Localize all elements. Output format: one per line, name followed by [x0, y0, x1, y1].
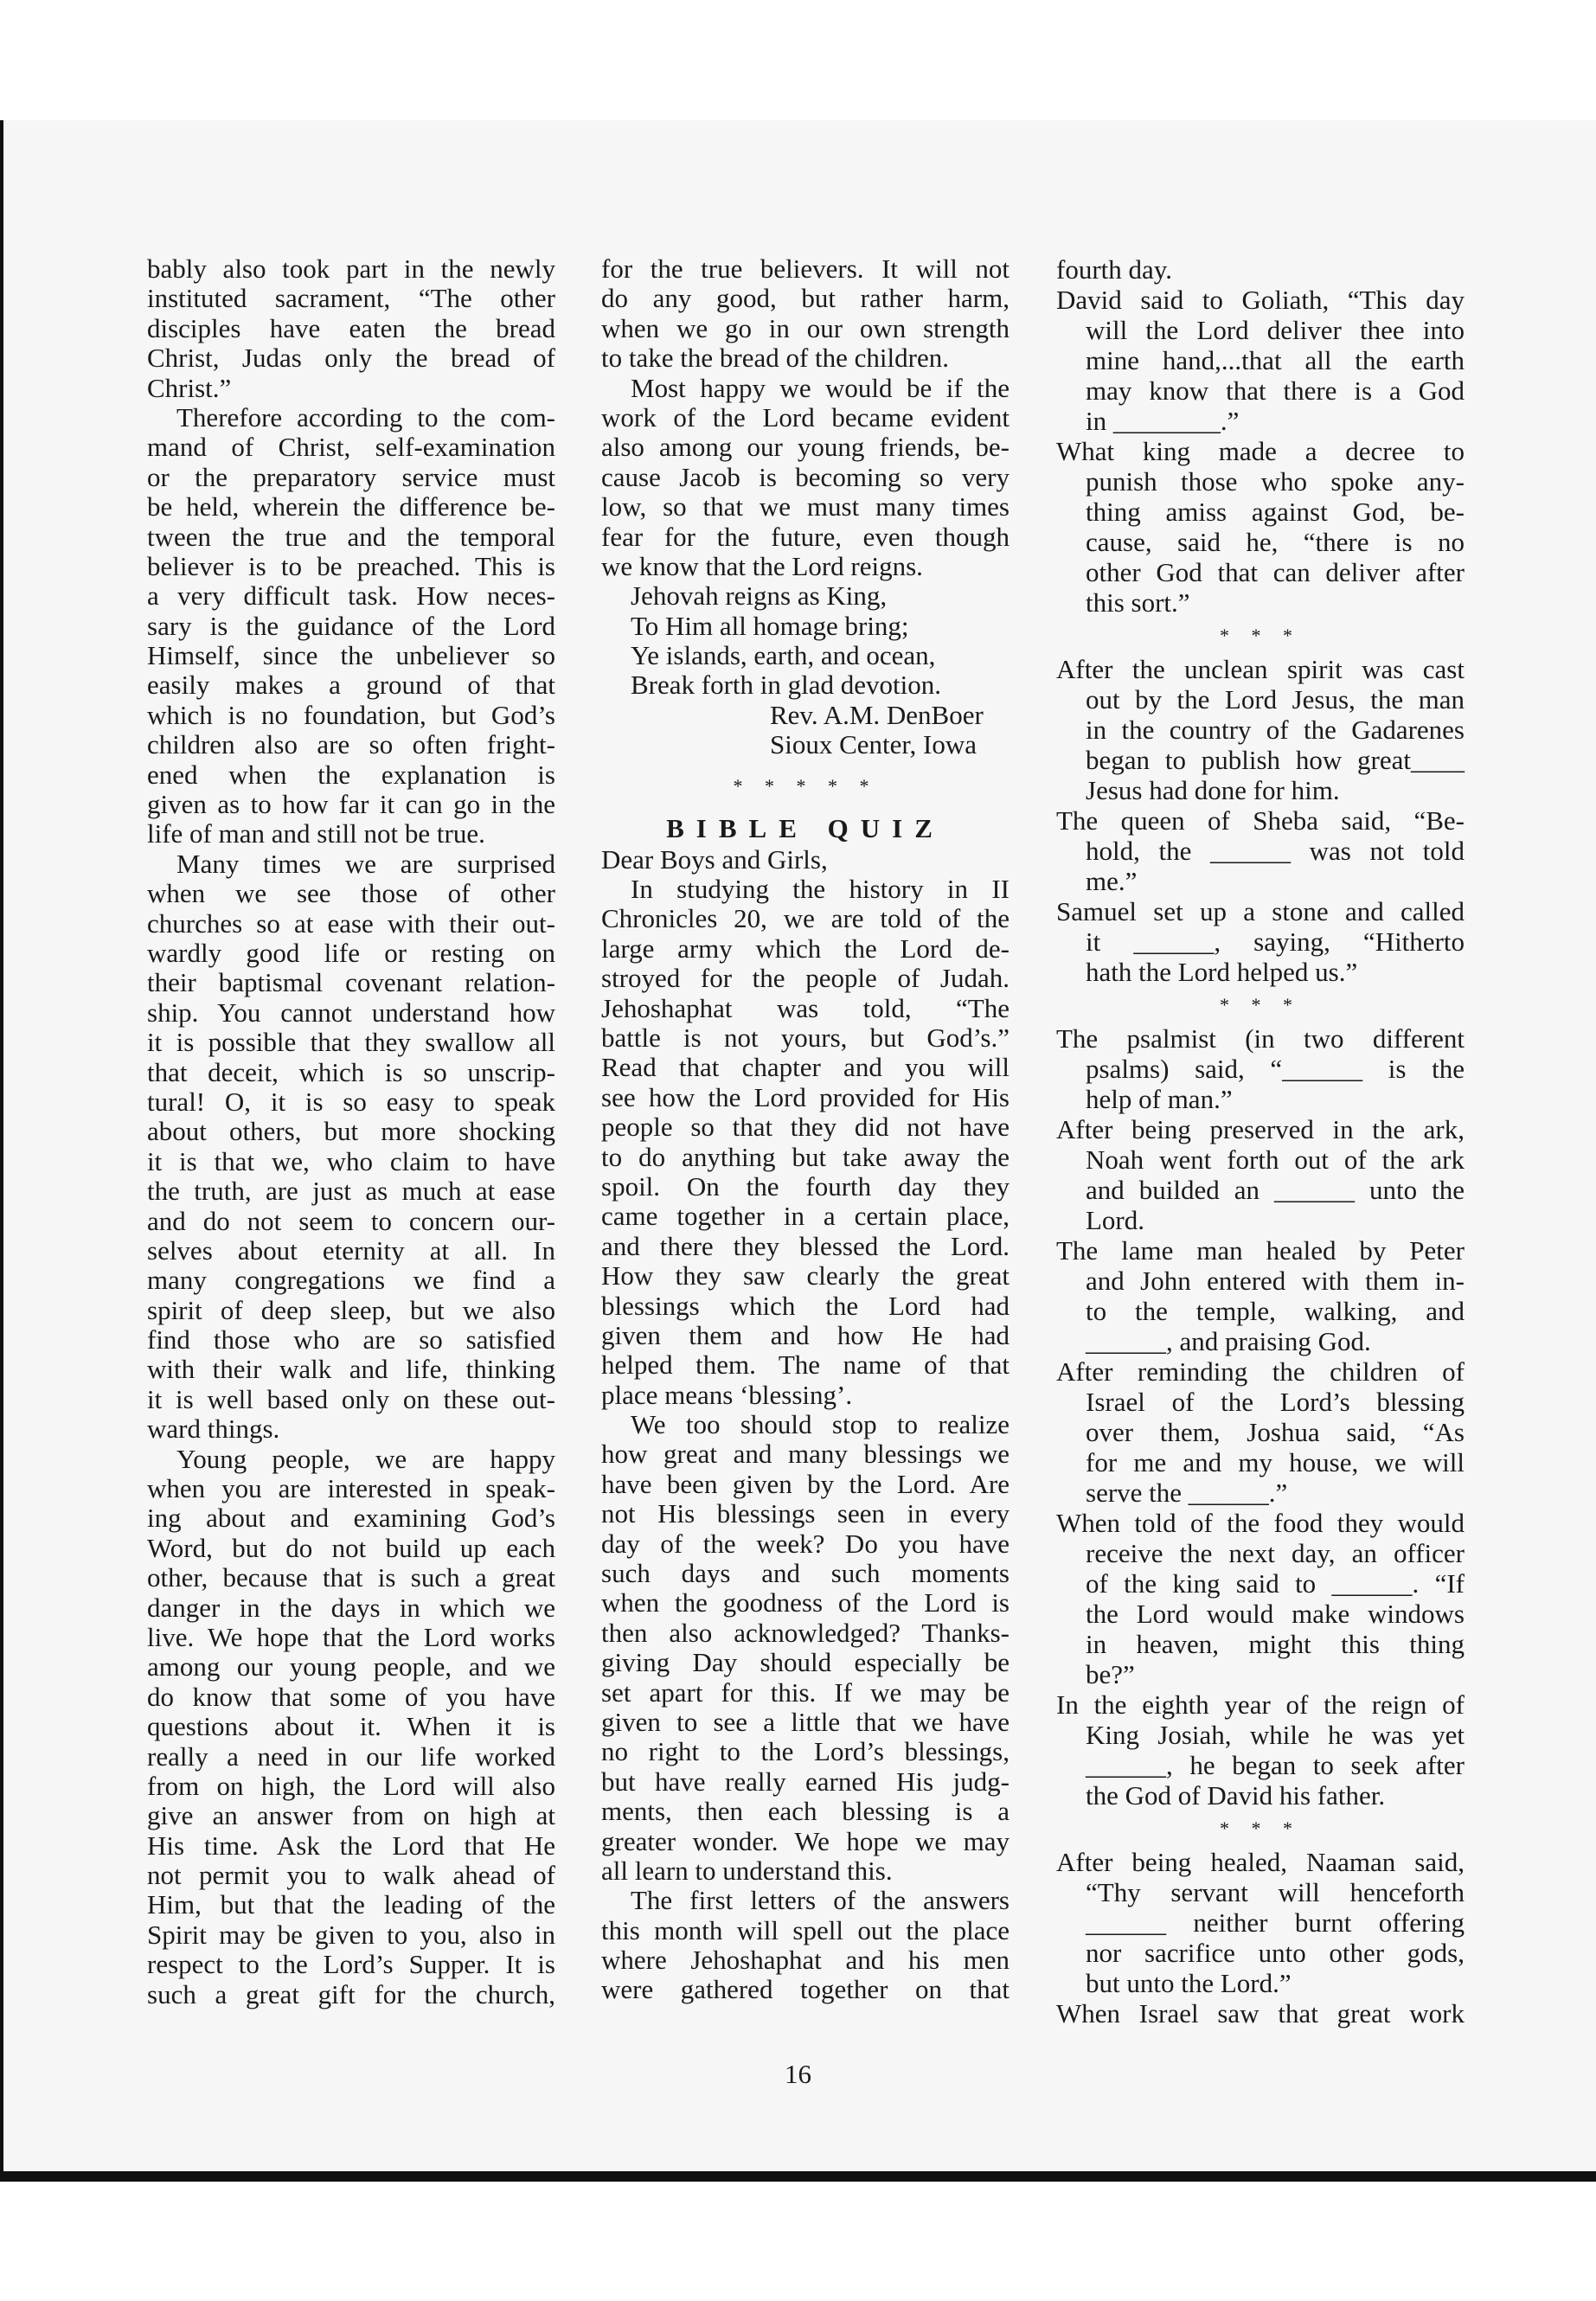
- text-line: or the preparatory service must: [147, 461, 555, 492]
- text-line: How they saw clearly the great: [601, 1260, 1010, 1292]
- quiz-question: [1056, 1689, 1465, 1811]
- question-line: Israel of the Lord’s blessing: [1086, 1387, 1465, 1417]
- salutation: Dear Boys and Girls,: [601, 843, 828, 875]
- question-line: be?”: [1086, 1659, 1135, 1689]
- question-line: thing amiss against God, be-: [1086, 497, 1465, 527]
- text-line: Chronicles 20, we are told of the: [601, 903, 1010, 934]
- text-line: place means ‘blessing’.: [601, 1379, 853, 1410]
- question-line: to the temple, walking, and: [1086, 1296, 1465, 1326]
- question-line: The lame man healed by Peter: [1056, 1235, 1465, 1266]
- quiz-question: [1056, 1235, 1465, 1356]
- signature-line: Sioux Center, Iowa: [770, 729, 977, 760]
- middle-column: [601, 254, 1010, 2005]
- text-line: Word, but do not build up each: [147, 1532, 555, 1563]
- text-line: ward things.: [147, 1413, 280, 1445]
- question-line: David said to Goliath, “This day: [1056, 285, 1465, 315]
- quiz-question: [1056, 436, 1465, 618]
- question-line: fourth day.: [1056, 254, 1173, 285]
- text-line: children also are so often fright-: [147, 729, 555, 760]
- text-line: selves about eternity at all. In: [147, 1234, 555, 1266]
- paragraph: [601, 374, 1010, 582]
- quiz-question: [1056, 896, 1465, 987]
- quiz-question: [1056, 254, 1465, 285]
- question-line: Samuel set up a stone and called: [1056, 896, 1465, 926]
- question-line: mine hand,...that all the earth: [1086, 345, 1465, 375]
- question-line: will the Lord deliver thee into: [1086, 315, 1465, 345]
- text-line: their baptismal covenant relation-: [147, 967, 555, 998]
- text-line: Him, but that the leading of the: [147, 1889, 555, 1920]
- paragraph: [601, 1886, 1010, 2005]
- text-line: when you are interested in speak-: [147, 1473, 555, 1504]
- question-line: King Josiah, while he was yet: [1086, 1720, 1465, 1750]
- text-line: and do not seem to concern our-: [147, 1205, 555, 1236]
- text-line: In studying the history in II: [631, 874, 1010, 905]
- question-line: serve the ______.”: [1086, 1477, 1288, 1508]
- quiz-question: [1056, 285, 1465, 436]
- paragraph: [147, 849, 555, 1445]
- text-line: sary is the guidance of the Lord: [147, 610, 555, 641]
- text-line: how great and many blessings we: [601, 1439, 1010, 1470]
- question-line: other God that can deliver after: [1086, 557, 1465, 587]
- quiz-question: [1056, 1023, 1465, 1114]
- quiz-question: [1056, 1847, 1465, 1998]
- poem-line: Ye islands, earth, and ocean,: [631, 640, 936, 671]
- section-separator: * * * * *: [733, 774, 878, 797]
- text-line: ing about and examining God’s: [147, 1503, 555, 1534]
- question-line: Jesus had done for him.: [1086, 775, 1340, 805]
- text-line: find those who are so satisfied: [147, 1324, 555, 1356]
- text-line: no right to the Lord’s blessings,: [601, 1736, 1010, 1767]
- text-line: were gathered together on that: [601, 1974, 1010, 2005]
- paragraph: [147, 254, 555, 403]
- quiz-question: [1056, 1356, 1465, 1508]
- text-line: fear for the future, even though: [601, 521, 1010, 552]
- text-line: Christ, Judas only the bread of: [147, 343, 555, 374]
- poem-line: To Him all homage bring;: [631, 610, 909, 641]
- question-line: psalms) said, “______ is the: [1086, 1054, 1465, 1084]
- question-line: and John entered with them in-: [1086, 1266, 1465, 1296]
- text-line: with their walk and life, thinking: [147, 1354, 555, 1385]
- question-line: After being preserved in the ark,: [1056, 1114, 1465, 1144]
- right-column: [1056, 254, 1465, 2029]
- text-line: Christ.”: [147, 372, 232, 403]
- text-line: it is possible that they swallow all: [147, 1027, 555, 1058]
- paragraph: [601, 1410, 1010, 1886]
- text-line: We too should stop to realize: [631, 1409, 1010, 1440]
- text-line: give an answer from on high at: [147, 1800, 555, 1831]
- question-line: hold, the ______ was not told: [1086, 836, 1465, 866]
- text-line: which is no foundation, but God’s: [147, 699, 555, 730]
- text-line: do know that some of you have: [147, 1681, 555, 1712]
- question-line: and builded an ______ unto the: [1086, 1175, 1465, 1205]
- question-line: hath the Lord helped us.”: [1086, 957, 1358, 987]
- text-line: Himself, since the unbeliever so: [147, 640, 555, 671]
- text-line: low, so that we must many times: [601, 491, 1010, 522]
- question-line: When told of the food they would: [1056, 1508, 1465, 1538]
- question-line: in ________.”: [1086, 406, 1240, 436]
- text-line: from on high, the Lord will also: [147, 1770, 555, 1801]
- text-line: set apart for this. If we may be: [601, 1676, 1010, 1708]
- text-line: The first letters of the answers: [631, 1885, 1010, 1916]
- text-line: Spirit may be given to you, also in: [147, 1919, 555, 1950]
- text-line: instituted sacrament, “The other: [147, 283, 555, 314]
- text-line: spirit of deep sleep, but we also: [147, 1294, 555, 1325]
- question-line: What king made a decree to: [1056, 436, 1465, 466]
- text-line: then also acknowledged? Thanks-: [601, 1617, 1010, 1648]
- poem-line: Jehovah reigns as King,: [631, 580, 888, 612]
- text-line: cause Jacob is becoming so very: [601, 461, 1010, 492]
- question-line: for me and my house, we will: [1086, 1447, 1465, 1477]
- quiz-question: [1056, 1508, 1465, 1689]
- text-line: came together in a certain place,: [601, 1201, 1010, 1232]
- text-line: giving Day should especially be: [601, 1647, 1010, 1678]
- question-line: When Israel saw that great work: [1056, 1998, 1465, 2029]
- text-line: work of the Lord became evident: [601, 401, 1010, 433]
- text-line: a very difficult task. How neces-: [147, 580, 555, 612]
- text-line: when we see those of other: [147, 878, 555, 909]
- question-line: receive the next day, an officer: [1086, 1538, 1465, 1568]
- question-line: After being healed, Naaman said,: [1056, 1847, 1465, 1877]
- text-line: danger in the days in which we: [147, 1592, 555, 1623]
- text-line: large army which the Lord de-: [601, 933, 1010, 964]
- page-number: 16: [785, 2059, 811, 2089]
- text-line: easily makes a ground of that: [147, 670, 555, 701]
- quiz-heading: BIBLE QUIZ: [666, 812, 945, 843]
- question-line: the God of David his father.: [1086, 1780, 1386, 1811]
- question-line: nor sacrifice unto other gods,: [1086, 1938, 1465, 1968]
- question-line: of the king said to ______. “If: [1086, 1568, 1465, 1599]
- text-line: given to see a little that we have: [601, 1706, 1010, 1737]
- text-line: greater wonder. We hope we may: [601, 1825, 1010, 1856]
- question-line: this sort.”: [1086, 587, 1190, 618]
- left-column: [147, 254, 555, 2009]
- text-line: such a great gift for the church,: [147, 1978, 555, 2009]
- question-line: help of man.”: [1086, 1084, 1233, 1114]
- text-line: spoil. On the fourth day they: [601, 1170, 1010, 1202]
- text-line: tween the true and the temporal: [147, 521, 555, 552]
- text-line: but have really earned His judg-: [601, 1766, 1010, 1797]
- question-line: me.”: [1086, 866, 1138, 896]
- text-line: such days and such moments: [601, 1558, 1010, 1589]
- text-line: also among our young friends, be-: [601, 432, 1010, 463]
- text-line: have been given by the Lord. Are: [601, 1468, 1010, 1499]
- text-line: live. We hope that the Lord works: [147, 1621, 555, 1652]
- text-line: Therefore according to the com-: [176, 401, 555, 433]
- text-line: not His blessings seen in every: [601, 1498, 1010, 1529]
- quiz-separator: * * *: [1220, 994, 1301, 1016]
- question-line: The queen of Sheba said, “Be-: [1056, 805, 1465, 836]
- question-line: After reminding the children of: [1056, 1356, 1465, 1387]
- text-line: for the true believers. It will not: [601, 253, 1010, 284]
- question-line: in heaven, might this thing: [1086, 1629, 1465, 1659]
- text-line: helped them. The name of that: [601, 1349, 1010, 1381]
- text-line: and there they blessed the Lord.: [601, 1230, 1010, 1261]
- quiz-question: [1056, 1998, 1465, 2029]
- text-line: battle is not yours, but God’s.”: [601, 1022, 1010, 1053]
- text-line: Jehoshaphat was told, “The: [601, 992, 1010, 1023]
- text-line: many congregations we find a: [147, 1265, 555, 1296]
- quiz-question: [1056, 654, 1465, 805]
- paragraph: [147, 1445, 555, 2009]
- author-signature: [601, 701, 1010, 760]
- text-line: tural! O, it is so easy to speak: [147, 1086, 555, 1117]
- question-line: it ______, saying, “Hitherto: [1086, 926, 1465, 957]
- question-line: The psalmist (in two different: [1056, 1023, 1465, 1054]
- question-line: over them, Joshua said, “As: [1086, 1417, 1465, 1447]
- signature-line: Rev. A.M. DenBoer: [770, 699, 984, 730]
- question-line: ______, and praising God.: [1086, 1326, 1371, 1356]
- text-line: day of the week? Do you have: [601, 1528, 1010, 1559]
- text-line: the truth, are just as much at ease: [147, 1176, 555, 1207]
- text-line: disciples have eaten the bread: [147, 312, 555, 343]
- quiz-question: [1056, 1114, 1465, 1235]
- text-line: it is well based only on these out-: [147, 1383, 555, 1414]
- poem-line: Break forth in glad devotion.: [631, 670, 941, 701]
- question-line: Noah went forth out of the ark: [1086, 1144, 1465, 1175]
- text-line: believer is to be preached. This is: [147, 550, 555, 581]
- paragraph: [601, 254, 1010, 374]
- quiz-question: [1056, 805, 1465, 896]
- text-line: Many times we are surprised: [176, 848, 555, 879]
- text-line: blessings which the Lord had: [601, 1290, 1010, 1321]
- text-line: see how the Lord provided for His: [601, 1081, 1010, 1112]
- text-line: life of man and still not be true.: [147, 818, 485, 849]
- text-line: about others, but more shocking: [147, 1116, 555, 1147]
- quiz-separator: * * *: [1220, 1817, 1301, 1839]
- text-line: this month will spell out the place: [601, 1914, 1010, 1945]
- text-line: we know that the Lord reigns.: [601, 550, 923, 581]
- question-line: began to publish how great____: [1086, 745, 1465, 775]
- text-line: where Jehoshaphat and his men: [601, 1945, 1010, 1976]
- question-line: After the unclean spirit was cast: [1056, 654, 1465, 684]
- text-line: to do anything but take away the: [601, 1141, 1010, 1172]
- text-line: not permit you to walk ahead of: [147, 1860, 555, 1891]
- text-line: churches so at ease with their out-: [147, 907, 555, 939]
- text-line: all learn to understand this.: [601, 1855, 893, 1886]
- poem-stanza: [601, 581, 1010, 701]
- text-line: mand of Christ, self-examination: [147, 432, 555, 463]
- text-line: really a need in our life worked: [147, 1740, 555, 1772]
- text-line: to take the bread of the children.: [601, 343, 949, 374]
- question-line: may know that there is a God: [1086, 375, 1465, 406]
- paragraph: [147, 403, 555, 849]
- text-line: stroyed for the people of Judah.: [601, 963, 1010, 994]
- text-line: questions about it. When it is: [147, 1711, 555, 1742]
- text-line: among our young people, and we: [147, 1651, 555, 1682]
- quiz-separator: * * *: [1220, 625, 1301, 646]
- text-line: ments, then each blessing is a: [601, 1796, 1010, 1827]
- text-line: ship. You cannot understand how: [147, 997, 555, 1028]
- text-line: Read that chapter and you will: [601, 1052, 1010, 1083]
- scan-bottom-edge: [0, 2171, 1596, 2182]
- question-line: in the country of the Gadarenes: [1086, 715, 1465, 745]
- paragraph: [601, 875, 1010, 1410]
- text-line: His time. Ask the Lord that He: [147, 1830, 555, 1861]
- question-line: “Thy servant will henceforth: [1086, 1877, 1465, 1907]
- text-line: when we go in our own strength: [601, 312, 1010, 343]
- question-line: ______, he began to seek after: [1086, 1750, 1465, 1780]
- text-line: other, because that is such a great: [147, 1562, 555, 1593]
- text-line: do any good, but rather harm,: [601, 283, 1010, 314]
- text-line: Young people, we are happy: [176, 1443, 555, 1474]
- scan-left-edge: [0, 120, 3, 2179]
- text-line: Most happy we would be if the: [631, 372, 1010, 403]
- question-line: punish those who spoke any-: [1086, 466, 1465, 497]
- text-line: given as to how far it can go in the: [147, 789, 555, 820]
- text-line: be held, wherein the difference be-: [147, 491, 555, 522]
- text-line: bably also took part in the newly: [147, 253, 555, 284]
- question-line: but unto the Lord.”: [1086, 1968, 1292, 1998]
- question-line: cause, said he, “there is no: [1086, 527, 1465, 557]
- question-line: Lord.: [1086, 1205, 1145, 1235]
- question-line: out by the Lord Jesus, the man: [1086, 684, 1465, 715]
- question-line: the Lord would make windows: [1086, 1599, 1465, 1629]
- text-line: ened when the explanation is: [147, 759, 555, 790]
- question-line: In the eighth year of the reign of: [1056, 1689, 1465, 1720]
- text-line: when the goodness of the Lord is: [601, 1587, 1010, 1618]
- text-line: wardly good life or resting on: [147, 937, 555, 968]
- text-line: given them and how He had: [601, 1319, 1010, 1350]
- text-line: people so that they did not have: [601, 1112, 1010, 1143]
- text-line: it is that we, who claim to have: [147, 1145, 555, 1176]
- text-line: that deceit, which is so unscrip-: [147, 1056, 555, 1087]
- text-line: respect to the Lord’s Supper. It is: [147, 1949, 555, 1980]
- question-line: ______ neither burnt offering: [1086, 1907, 1465, 1938]
